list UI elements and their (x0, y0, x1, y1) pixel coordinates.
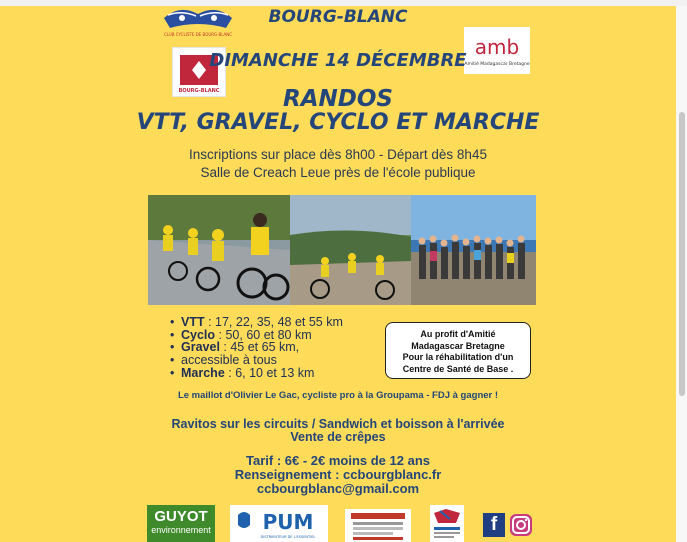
photo-cyclists-road (148, 195, 290, 305)
route-detail: : 45 et 65 km, (219, 340, 300, 355)
supplies-note: Ravitos sur les circuits / Sandwich et boisson à l'arrivée (171, 417, 505, 431)
club-logo-caption: CLUB CYCLISTE DE BOURG-BLANC (163, 32, 233, 37)
charity-box (385, 322, 531, 379)
social-icons (480, 509, 536, 542)
scrollbar-thumb[interactable] (679, 112, 685, 396)
town-logo-caption: BOURG-BLANC (178, 88, 220, 94)
jersey-prize-note: Le maillot d'Olivier Le Gac, cycliste pro à la Groupama - FDJ à gagner ! (177, 390, 499, 401)
route-name: Cyclo (181, 327, 216, 342)
event-poster (0, 6, 676, 542)
route-detail: : 50, 60 et 80 km (215, 327, 312, 342)
event-title: RANDOS (283, 86, 393, 112)
route-name: Gravel (181, 340, 220, 355)
pum-caption: DISTRIBUTEUR DE L'ESSENTIEL (260, 535, 316, 539)
registration-info: Inscriptions sur place dès 8h00 - Départ dès 8h45 (189, 147, 487, 162)
charity-line: Madagascar Bretagne (411, 340, 505, 351)
sponsor-ffct (430, 505, 464, 542)
price-info: Tarif : 6€ - 2€ moins de 12 ans (246, 453, 430, 468)
charity-line: Pour la réhabilitation d'un (402, 352, 514, 362)
photo-walkers-group (411, 195, 536, 305)
sponsor-guyot (147, 505, 215, 542)
charity-line: Au profit d'Amitié (420, 329, 496, 339)
guyot-name: GUYOT (154, 508, 208, 525)
route-detail: : 17, 22, 35, 48 et 55 km (204, 315, 343, 329)
sponsor-pum (230, 505, 328, 542)
event-subtitle: VTT, GRAVEL, CYCLO ET MARCHE (136, 110, 540, 135)
guyot-tagline: environnement (151, 525, 211, 535)
charity-line: Centre de Santé de Base . (402, 363, 514, 374)
route-detail: accessible à tous (181, 353, 277, 368)
route-name: VTT (181, 315, 205, 329)
amb-logo-caption: Amitié Madagascar Bretagne (464, 62, 530, 67)
town-title: BOURG-BLANC (268, 7, 408, 27)
instagram-icon[interactable] (509, 513, 533, 537)
sponsor-flyer (345, 509, 411, 542)
amb-logo-text: amb (474, 35, 520, 59)
route-detail: : 6, 10 et 13 km (224, 365, 315, 380)
facebook-icon[interactable]: f (483, 513, 505, 537)
pum-name: PUM (262, 510, 314, 534)
route-name: Marche (181, 365, 225, 380)
routes-list (170, 316, 375, 380)
website-info: Renseignement : ccbourgblanc.fr (234, 467, 442, 482)
route-item-marche (170, 367, 375, 380)
email-info: ccbourgblanc@gmail.com (256, 481, 420, 496)
venue-info: Salle de Creach Leue près de l'école publique (200, 165, 476, 180)
photo-gravel-riders (290, 195, 411, 305)
crepes-note: Vente de crêpes (290, 430, 386, 444)
pum-logo-icon (230, 505, 328, 542)
event-date: DIMANCHE 14 DÉCEMBRE (209, 50, 467, 71)
